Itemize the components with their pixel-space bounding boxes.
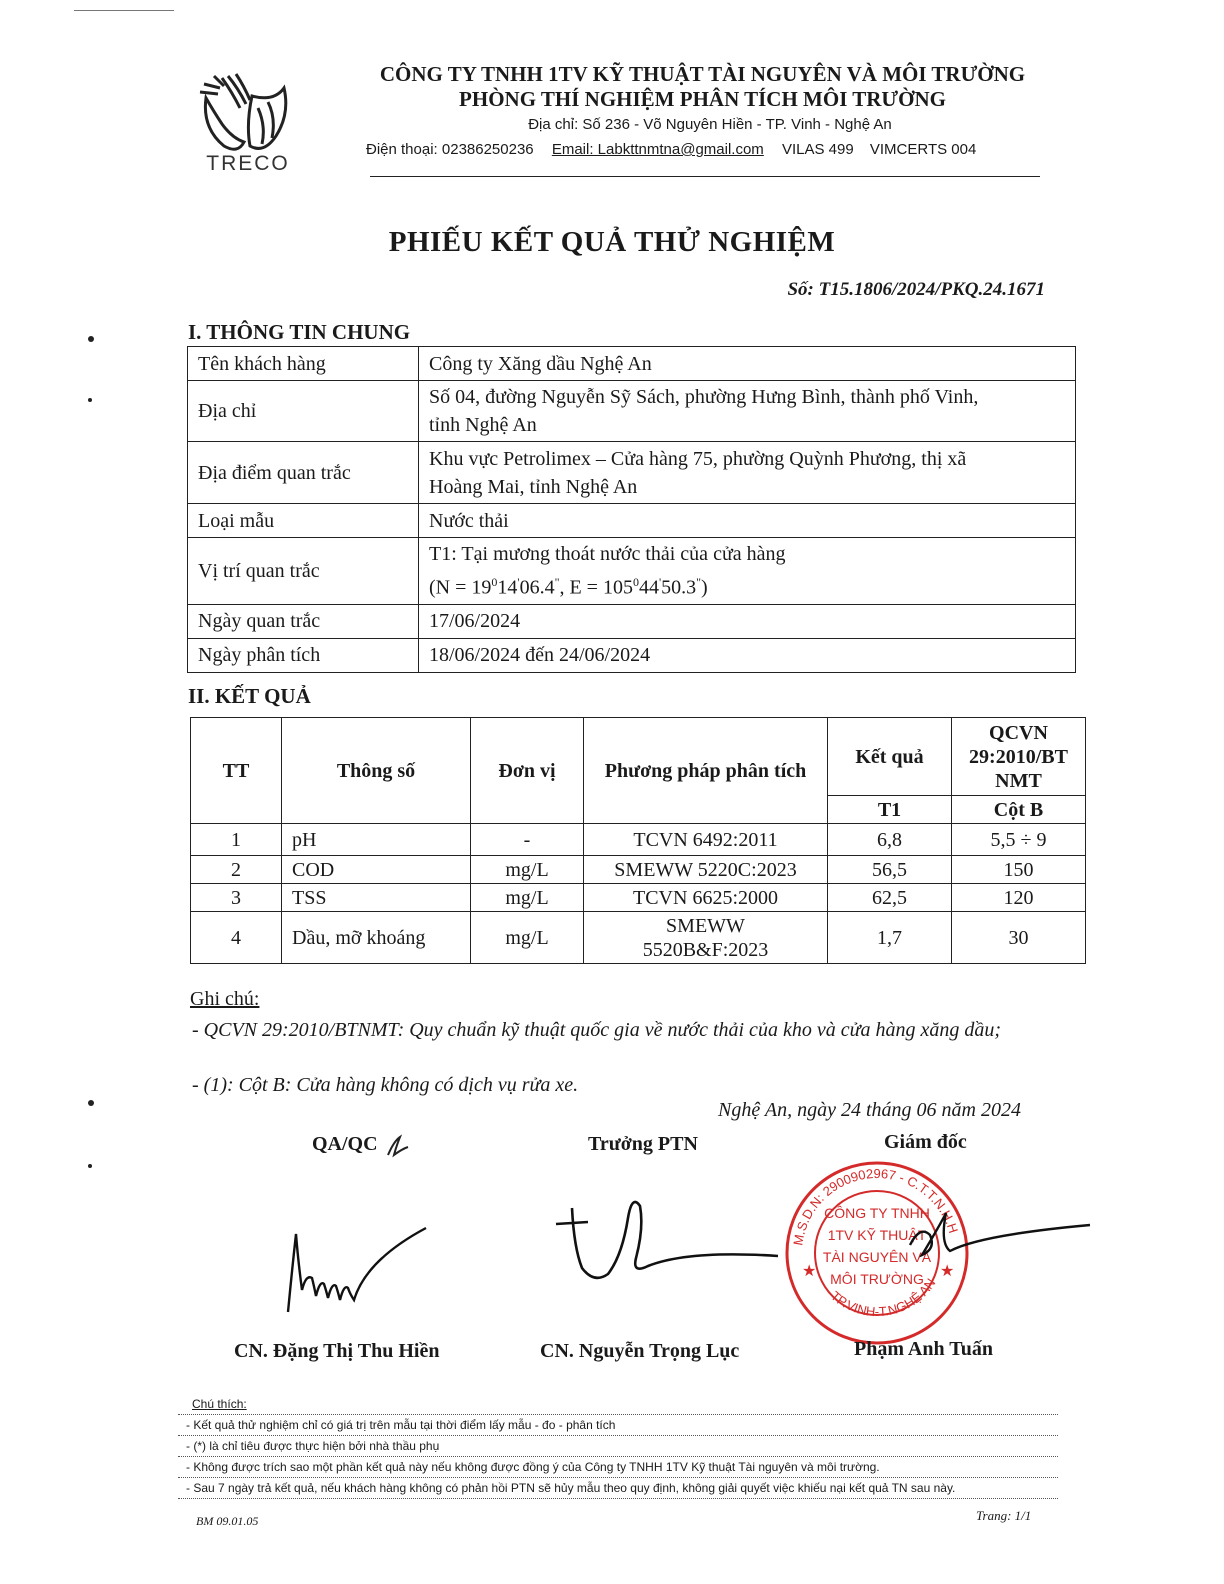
col-header-param: Thông số <box>282 718 471 824</box>
header-divider <box>370 176 1040 177</box>
footer-note-line: - Sau 7 ngày trả kết quả, nếu khách hàng không có phản hồi PTN sẽ hủy mẫu theo quy định, không giải quyết việc khiếu nại kết quả TN sau này. <box>178 1477 1058 1499</box>
info-value-line: Khu vực Petrolimex – Cửa hàng 75, phường Quỳnh Phương, thị xã <box>429 447 967 470</box>
footer-note-line: - Kết quả thử nghiệm chỉ có giá trị trên mẫu tại thời điểm lấy mẫu - đo - phân tích <box>178 1414 1058 1435</box>
cell-tt: 2 <box>191 856 282 884</box>
col-header-result: Kết quả <box>828 718 952 796</box>
cell-method <box>584 912 828 964</box>
document-number: Số: T15.1806/2024/PKQ.24.1671 <box>787 279 1045 300</box>
cell-param: Dầu, mỡ khoáng <box>282 912 471 964</box>
signer-name-director: Phạm Anh Tuấn <box>854 1338 993 1360</box>
cell-param: pH <box>282 824 471 856</box>
cell-param: TSS <box>282 884 471 912</box>
company-name: CÔNG TY TNHH 1TV KỸ THUẬT TÀI NGUYÊN VÀ MÔI TRƯỜNG <box>379 62 1026 86</box>
info-row <box>188 381 1076 442</box>
note-line: - QCVN 29:2010/BTNMT: Quy chuẩn kỹ thuật quốc gia về nước thải của kho và cửa hàng xăng dầu; <box>192 1019 1002 1041</box>
col-header-unit: Đơn vị <box>471 718 584 824</box>
section-general-info-heading: I. THÔNG TIN CHUNG <box>188 320 411 344</box>
info-label: Tên khách hàng <box>188 347 419 381</box>
info-row <box>188 538 1076 605</box>
section-results-heading: II. KẾT QUẢ <box>188 684 311 708</box>
info-value-line: tỉnh Nghệ An <box>429 414 537 436</box>
cell-method-line: 5520B&F:2023 <box>642 938 769 961</box>
info-value: 17/06/2024 <box>419 604 1076 638</box>
cell-method: TCVN 6492:2011 <box>584 824 828 856</box>
info-value <box>419 381 1076 442</box>
scan-mark <box>74 10 174 11</box>
table-row <box>191 856 1086 884</box>
footer-notes-title: Chú thích: <box>192 1397 247 1411</box>
info-label: Ngày phân tích <box>188 638 419 672</box>
info-value <box>419 538 1076 605</box>
col-subheader-sample: T1 <box>828 796 952 824</box>
cell-param: COD <box>282 856 471 884</box>
results-header-row <box>191 718 1086 796</box>
signer-role-director: Giám đốc <box>884 1131 967 1153</box>
info-value: 18/06/2024 đến 24/06/2024 <box>419 638 1076 672</box>
footer-note-line: - Không được trích sao một phần kết quả này nếu không được đồng ý của Công ty TNHH 1TV Kỹ thuật Tài nguyên và môi trường. <box>178 1456 1058 1477</box>
notes-title: Ghi chú: <box>190 988 260 1010</box>
info-label: Loại mẫu <box>188 504 419 538</box>
cell-result: 56,5 <box>828 856 952 884</box>
footer-note-line: - (*) là chỉ tiêu được thực hiện bởi nhà thầu phụ <box>178 1435 1058 1456</box>
signature-director-icon <box>900 1205 1100 1275</box>
punch-hole-mark <box>88 1100 94 1106</box>
info-value: Nước thải <box>419 504 1076 538</box>
form-code: BM 09.01.05 <box>196 1514 259 1528</box>
cell-limit: 30 <box>952 912 1086 964</box>
note-line: - (1): Cột B: Cửa hàng không có dịch vụ rửa xe. <box>192 1074 579 1096</box>
cell-unit: mg/L <box>471 856 584 884</box>
info-value-line: T1: Tại mương thoát nước thải của cửa hàng <box>429 543 786 565</box>
cell-method: TCVN 6625:2000 <box>584 884 828 912</box>
signer-name-lab-head: CN. Nguyễn Trọng Lục <box>540 1340 740 1362</box>
col-header-standard: QCVN 29:2010/BT NMT <box>952 718 1086 796</box>
footer-notes <box>178 1397 1058 1499</box>
punch-hole-mark <box>88 1164 92 1168</box>
cell-tt: 3 <box>191 884 282 912</box>
info-label: Địa điểm quan trắc <box>188 442 419 504</box>
svg-text:★: ★ <box>940 1263 955 1280</box>
cell-unit: - <box>471 824 584 856</box>
info-value <box>419 442 1076 504</box>
logo-text: TRECO <box>206 152 290 175</box>
coordinates: ($N = 19^014'06.4^"$, $E = 105^044'50.3^"$) <box>429 575 708 599</box>
info-row <box>188 638 1076 672</box>
cell-limit: 120 <box>952 884 1086 912</box>
svg-text:TP.VINH-T.NGHỆ AN: TP.VINH-T.NGHỆ AN <box>827 1275 939 1320</box>
col-header-tt: TT <box>191 718 282 824</box>
table-row <box>191 884 1086 912</box>
table-row <box>191 912 1086 964</box>
signer-name-qa: CN. Đặng Thị Thu Hiền <box>234 1340 440 1362</box>
cell-result: 1,7 <box>828 912 952 964</box>
signature-lab-head-icon <box>548 1188 788 1298</box>
cell-limit: 5,5 ÷ 9 <box>952 824 1086 856</box>
lab-name: PHÒNG THÍ NGHIỆM PHÂN TÍCH MÔI TRƯỜNG <box>459 87 946 111</box>
info-label: Ngày quan trắc <box>188 604 419 638</box>
info-row <box>188 347 1076 381</box>
accreditation-vilas: VILAS 499 <box>781 141 854 158</box>
info-row <box>188 442 1076 504</box>
initials-mark-icon <box>384 1133 412 1159</box>
company-address: Địa chỉ: Số 236 - Võ Nguyên Hiền - TP. Vinh - Nghệ An <box>528 116 892 133</box>
document-title: PHIẾU KẾT QUẢ THỬ NGHIỆM <box>388 226 836 258</box>
col-subheader-column: Cột B <box>952 796 1086 824</box>
col-header-method: Phương pháp phân tích <box>584 718 828 824</box>
signer-role-qa: QA/QC <box>312 1133 378 1155</box>
page-number: Trang: 1/1 <box>976 1508 1032 1523</box>
svg-text:1TV KỸ THUẬT: 1TV KỸ THUẬT <box>827 1227 927 1243</box>
svg-text:TÀI NGUYÊN VÀ: TÀI NGUYÊN VÀ <box>822 1249 932 1265</box>
table-row <box>191 824 1086 856</box>
signer-role-lab-head: Trưởng PTN <box>588 1133 698 1155</box>
cell-tt: 4 <box>191 912 282 964</box>
cell-unit: mg/L <box>471 884 584 912</box>
cell-result: 6,8 <box>828 824 952 856</box>
general-info-table <box>187 346 1076 673</box>
cell-method: SMEWW 5220C:2023 <box>584 856 828 884</box>
email: Email: Labkttnmtna@gmail.com <box>551 141 764 158</box>
cell-limit: 150 <box>952 856 1086 884</box>
info-row <box>188 604 1076 638</box>
svg-text:M.S.D.N: 2900902967 - C.T.T.N.: M.S.D.N: 2900902967 - C.T.T.N.H.H <box>790 1165 962 1247</box>
place-date: Nghệ An, ngày 24 tháng 06 năm 2024 <box>718 1099 1021 1121</box>
signature-qa-icon <box>276 1220 436 1320</box>
cell-unit: mg/L <box>471 912 584 964</box>
cell-method-line: SMEWW <box>666 914 745 937</box>
accreditation-vimcerts: VIMCERTS 004 <box>869 141 977 158</box>
svg-text:CÔNG TY TNHH: CÔNG TY TNHH <box>824 1205 930 1221</box>
info-label: Địa chỉ <box>188 381 419 442</box>
cell-tt: 1 <box>191 824 282 856</box>
svg-text:★: ★ <box>802 1263 817 1280</box>
punch-hole-mark <box>88 336 94 342</box>
results-table <box>190 717 1086 964</box>
cell-result: 62,5 <box>828 884 952 912</box>
punch-hole-mark <box>88 398 92 402</box>
info-value-line: Số 04, đường Nguyễn Sỹ Sách, phường Hưng Bình, thành phố Vinh, <box>429 386 979 408</box>
info-label: Vị trí quan trắc <box>188 538 419 605</box>
phone: Điện thoại: 02386250236 <box>366 141 534 158</box>
company-contact <box>366 141 976 158</box>
info-value: Công ty Xăng dầu Nghệ An <box>419 347 1076 381</box>
svg-text:MÔI TRƯỜNG: MÔI TRƯỜNG <box>830 1271 924 1287</box>
info-row <box>188 504 1076 538</box>
info-value-line: Hoàng Mai, tỉnh Nghệ An <box>429 475 638 498</box>
